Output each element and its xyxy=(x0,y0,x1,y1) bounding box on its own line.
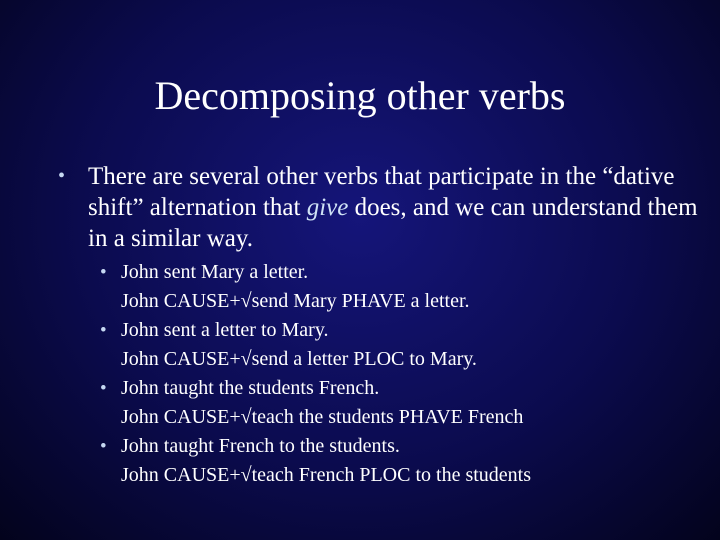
example-list xyxy=(58,258,698,490)
example-sentence: John taught the students French. xyxy=(121,377,380,399)
example-sentence: John sent a letter to Mary. xyxy=(121,319,329,341)
slide-body xyxy=(58,161,698,490)
bullet-icon: • xyxy=(100,378,107,399)
example-decomposition: John CAUSE+√teach French PLOC to the students xyxy=(121,464,531,486)
bullet-icon: • xyxy=(100,262,107,283)
main-point-text-end: does, and we can understand them in a similar way. xyxy=(88,194,698,252)
example-item xyxy=(58,258,698,316)
example-sentence: John taught French to the students. xyxy=(121,435,400,457)
example-item xyxy=(58,432,698,490)
bullet-icon: • xyxy=(100,436,107,457)
example-decomposition: John CAUSE+√send a letter PLOC to Mary. xyxy=(121,348,477,370)
main-point-emphasis: give xyxy=(306,194,349,221)
example-sentence: John sent Mary a letter. xyxy=(121,261,309,283)
example-item xyxy=(58,374,698,432)
example-item xyxy=(58,316,698,374)
bullet-icon: • xyxy=(58,165,66,187)
main-bullet-point xyxy=(58,161,698,254)
main-point-text-start: There are several other verbs that participate in the “dative shift” alternation that xyxy=(88,163,675,221)
example-decomposition: John CAUSE+√teach the students PHAVE French xyxy=(121,406,524,428)
slide-title: Decomposing other verbs xyxy=(154,73,566,118)
bullet-icon: • xyxy=(100,320,107,341)
example-decomposition: John CAUSE+√send Mary PHAVE a letter. xyxy=(121,290,470,312)
